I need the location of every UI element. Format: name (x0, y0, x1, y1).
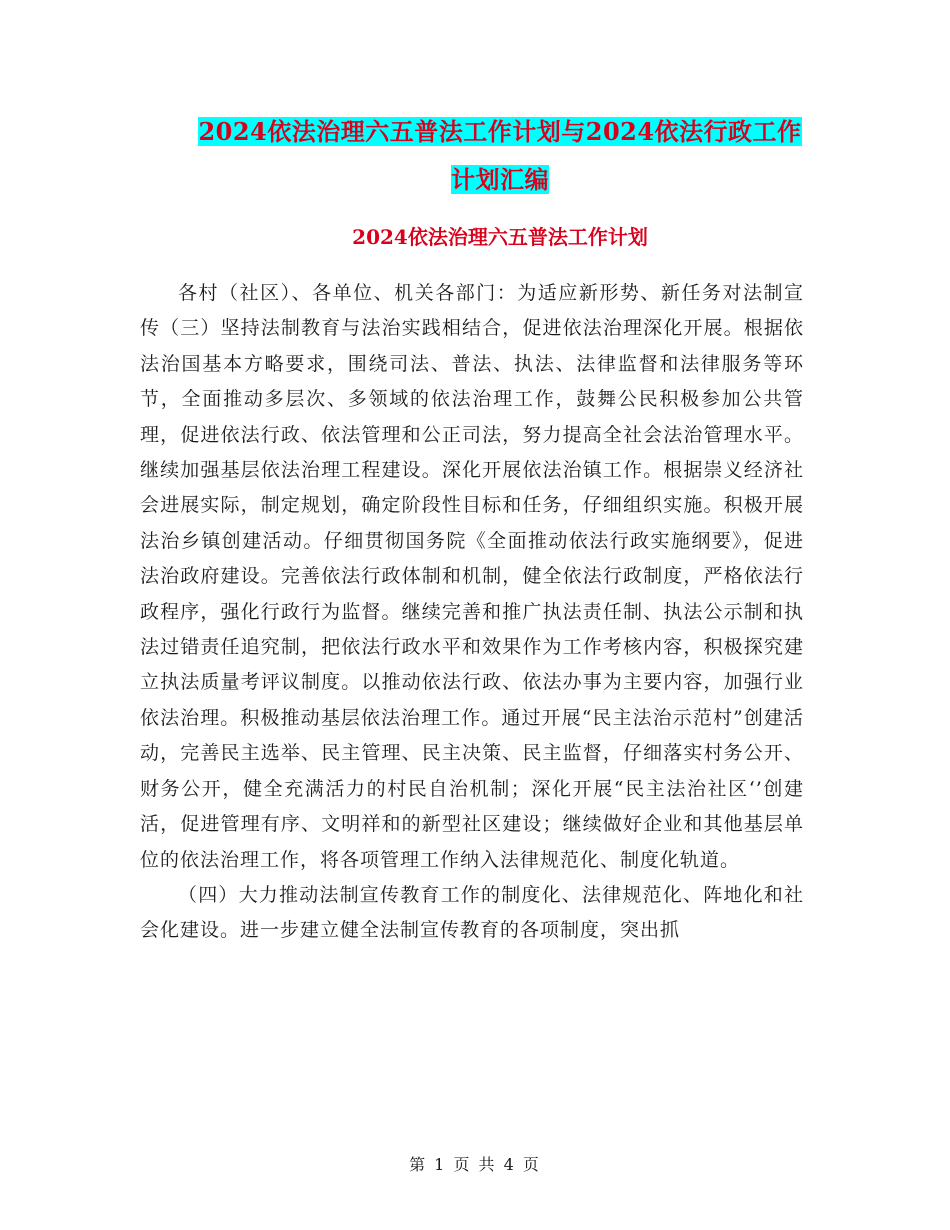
document-title-line1: 2024依法治理六五普法工作计划与2024依法行政工作 (198, 117, 802, 146)
document-title (140, 108, 860, 204)
paragraph: （四）大力推动法制宣传教育工作的制度化、法律规范化、阵地化和社会化建设。进一步建立健全法制宣传教育的各项制度，突出抓 (140, 883, 804, 942)
page-number-footer: 第 1 页 共 4 页 (409, 1155, 541, 1174)
document-body (140, 276, 804, 949)
document-title-line2: 计划汇编 (451, 165, 549, 194)
section-title: 2024依法治理六五普法工作计划 (352, 225, 648, 249)
paragraph: 各村（社区）、各单位、机关各部门：为适应新形势、新任务对法制宣传（三）坚持法制教育与法治实践相结合，促进依法治理深化开展。根据依法治国基本方略要求，围绕司法、普法、执法、法律监督和法律服务等环节，全面推动多层次、多领域的依法治理工作，鼓舞公民积极参加公共管理，促进依法行政、依法管理和公正司法，努力提高全社会法治管理水平。继续加强基层依法治理工程建设。深化开展依法治镇工作。根据崇义经济社会进展实际，制定规划，确定阶段性目标和任务，仔细组织实施。积极开展法治乡镇创建活动。仔细贯彻国务院《全面推动依法行政实施纲要》，促进法治政府建设。完善依法行政体制和机制，健全依法行政制度，严格依法行政程序，强化行政行为监督。继续完善和推广执法责任制、执法公示制和执法过错责任追究制，把依法行政水平和效果作为工作考核内容，积极探究建立执法质量考评议制度。以推动依法行政、依法办事为主要内容，加强行业依法治理。积极推动基层依法治理工作。通过开展“民主法治示范村”创建活动，完善民主选举、民主管理、民主决策、民主监督，仔细落实村务公开、财务公开，健全充满活力的村民自治机制；深化开展“民主法治社区‘’创建活，促进管理有序、文明祥和的新型社区建设；继续做好企业和其他基层单位的依法治理工作，将各项管理工作纳入法律规范化、制度化轨道。 (140, 282, 804, 871)
